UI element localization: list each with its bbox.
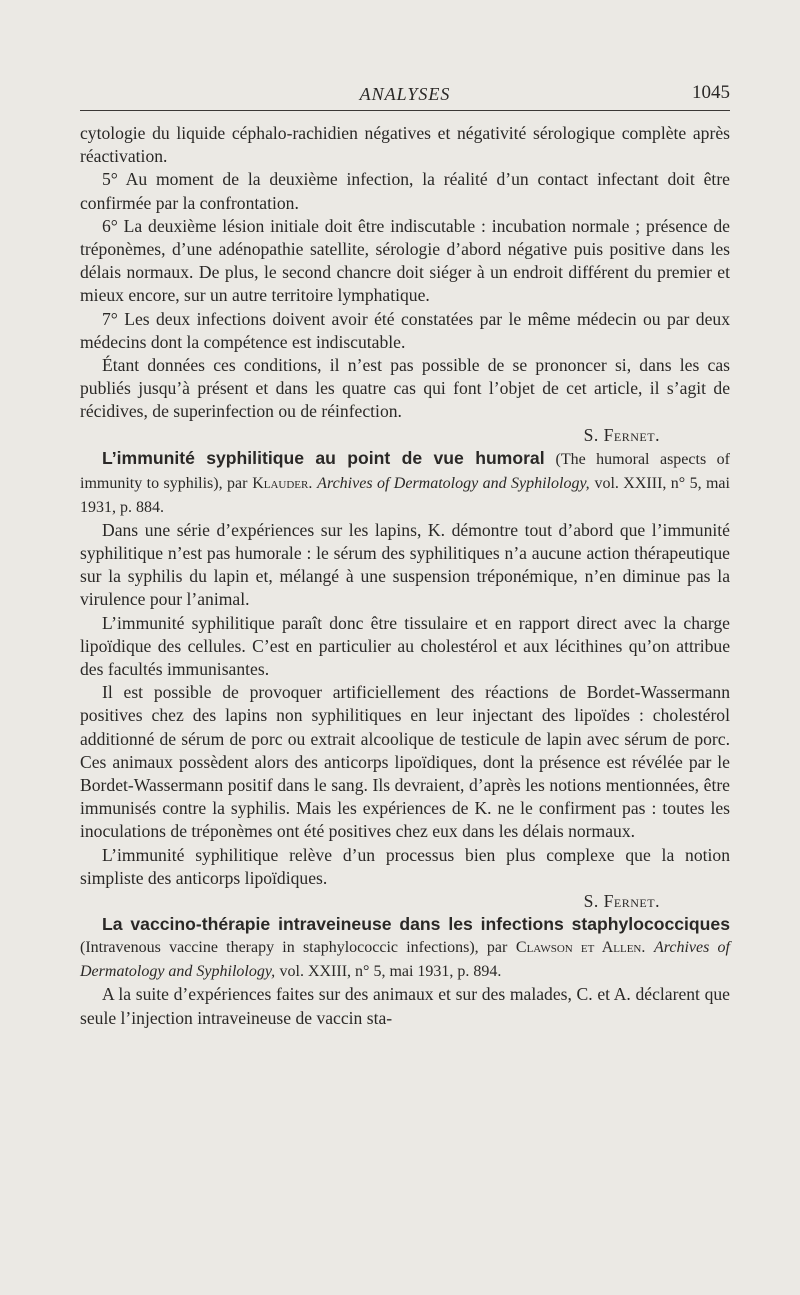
article-citation: vol. XXIII, n° 5, mai 1931, p. 894. — [279, 963, 502, 981]
article-citation: vol. XXIII, n° 5, mai 1931, p. 884. — [80, 474, 730, 516]
page-header — [80, 84, 730, 111]
page-number: 1045 — [692, 82, 730, 103]
journal-name: Archives of Dermatology and Syphilology, — [317, 474, 590, 492]
paragraph: 7° Les deux infections doivent avoir été constatées par le même médecin ou par deux médecins dont la compétence est indiscutable. — [80, 308, 730, 352]
paragraph: Étant données ces conditions, il n’est pas possible de se prononcer si, dans les cas publiés jusqu’à présent et dans les quatre cas qui font l’objet de cet article, il s’agit de récidives, de superinfection ou de réinfection. — [80, 355, 730, 422]
paragraph: Il est possible de provoquer artificiellement des réactions de Bordet-Wassermann positives chez des lapins non syphilitiques en leur injectant des lipoïdes : cholestérol additionné de sérum de porc ou extrait alcoolique de testicule de lapin avec sérum de porc. Ces animaux possèdent alors des anticorps lipoïdiques, dont la présence est révélée par le Bordet-Wassermann positif dans le sang. Ils devraient, d’après les notions mentionnées, être immunisés contre la syphilis. Mais les expériences de K. ne le confirment pas : toutes les inoculations de tréponèmes ont été positives chez eux dans les délais normaux. — [80, 682, 730, 842]
paragraph: 6° La deuxième lésion initiale doit être indiscutable : incubation normale ; présence de tréponèmes, d’une adénopathie satellite, sérologie d’abord négative puis positive dans les délais normaux. De plus, le second chancre doit siéger à un endroit différent du premier et mieux encore, sur un autre territoire lymphatique. — [80, 215, 730, 306]
article-reference: (Intravenous vaccine therapy in staphylococcic infections), par — [80, 939, 508, 957]
article-author: Klauder. — [252, 474, 313, 492]
paragraph: 5° Au moment de la deuxième infection, la réalité d’un contact infectant doit être confirmée par la confrontation. — [80, 169, 730, 213]
paragraph: L’immunité syphilitique relève d’un processus bien plus complexe que la notion simpliste des anticorps lipoïdiques. — [80, 844, 730, 888]
paragraph: L’immunité syphilitique paraît donc être tissulaire et en rapport direct avec la charge lipoïdique des cellules. C’est en particulier au cholestérol et aux lécithines qu’on attribue des facultés immunisantes. — [80, 612, 730, 680]
running-title: ANALYSES — [359, 84, 451, 104]
paragraph: Dans une série d’expériences sur les lapins, K. démontre tout d’abord que l’immunité syphilitique n’est pas humorale : le sérum des syphilitiques n’a aucune action thérapeutique sur la syphilis du lapin et, mélangé à une suspension tréponémique, n’en diminue pas la virulence pour l’animal. — [80, 519, 730, 610]
article-title: L’immunité syphilitique au point de vue humoral — [102, 447, 545, 468]
article-title: La vaccino-thérapie intraveineuse dans les infections staphylococciques — [102, 914, 730, 935]
signature: S. Fernet. — [583, 424, 660, 445]
signature: S. Fernet. — [583, 891, 660, 912]
page-body — [80, 122, 730, 1030]
paragraph: cytologie du liquide céphalo-rachidien négatives et négativité sérologique complète après réactivation. — [80, 123, 730, 167]
paragraph: A la suite d’expériences faites sur des animaux et sur des malades, C. et A. déclarent que seule l’injection intraveineuse de vaccin sta- — [80, 984, 730, 1028]
article-author: Clawson et Allen. — [515, 939, 646, 957]
article-reference: (The humoral aspects of immunity to syphilis), par — [80, 450, 730, 492]
journal-name: Archives of Dermatology and Syphilology, — [80, 939, 730, 981]
article-heading — [80, 913, 730, 983]
article-heading — [80, 447, 730, 519]
